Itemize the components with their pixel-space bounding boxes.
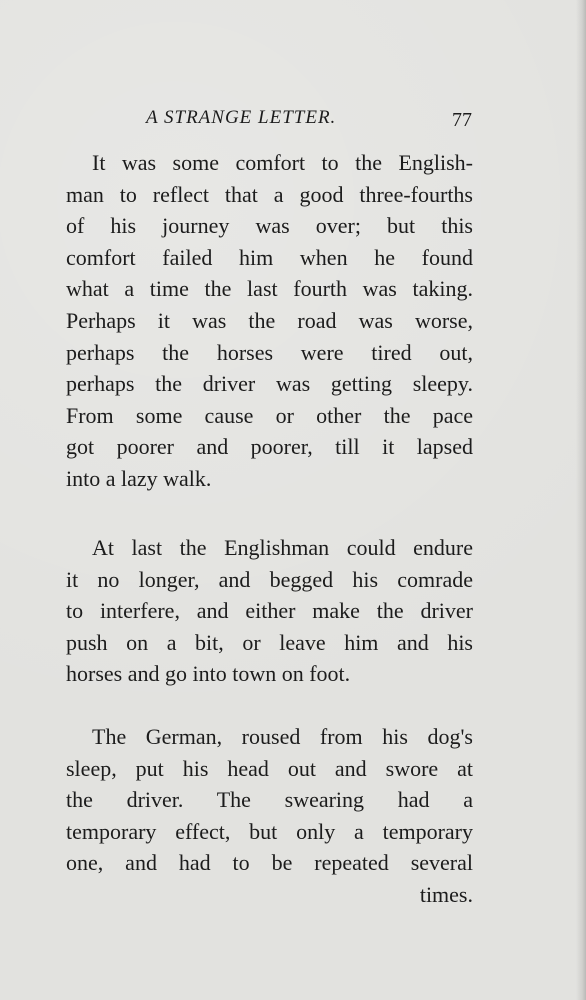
text-line: the driver. The swearing had a	[66, 787, 473, 813]
text-line: perhaps the horses were tired out,	[66, 339, 473, 365]
text-line: it no longer, and begged his comrade	[66, 566, 473, 592]
text-line: one, and had to be repeated several	[66, 850, 473, 876]
text-line: perhaps the driver was getting sleepy.	[66, 371, 473, 397]
text-line: got poorer and poorer, till it lapsed	[66, 434, 473, 460]
paragraph-1	[66, 147, 473, 495]
text-line: comfort failed him when he found	[66, 244, 473, 270]
text-line: temporary effect, but only a temporary	[66, 818, 473, 844]
paragraph-2	[66, 532, 473, 690]
text-line: man to reflect that a good three-fourths	[66, 181, 473, 207]
text-line: It was some comfort to the English-	[92, 150, 473, 175]
text-line: times.	[419, 881, 473, 907]
text-line: From some cause or other the pace	[66, 402, 473, 428]
text-line: of his journey was over; but this	[66, 213, 473, 239]
running-title: A STRANGE LETTER.	[146, 107, 337, 128]
text-line: Perhaps it was the road was worse,	[66, 307, 473, 333]
text-line: push on a bit, or leave him and his	[66, 629, 473, 655]
text-line: into a lazy walk.	[66, 465, 212, 491]
text-line: horses and go into town on foot.	[66, 661, 351, 687]
text-line: sleep, put his head out and swore at	[66, 755, 473, 781]
text-line: The German, roused from his dog's	[92, 724, 473, 749]
text-line: to interfere, and either make the driver	[66, 598, 473, 624]
page-edge-shadow	[576, 0, 586, 1000]
text-line: what a time the last fourth was taking.	[66, 276, 473, 302]
paragraph-3	[66, 721, 473, 911]
text-line: At last the Englishman could endure	[92, 535, 473, 560]
page-number: 77	[452, 109, 472, 131]
